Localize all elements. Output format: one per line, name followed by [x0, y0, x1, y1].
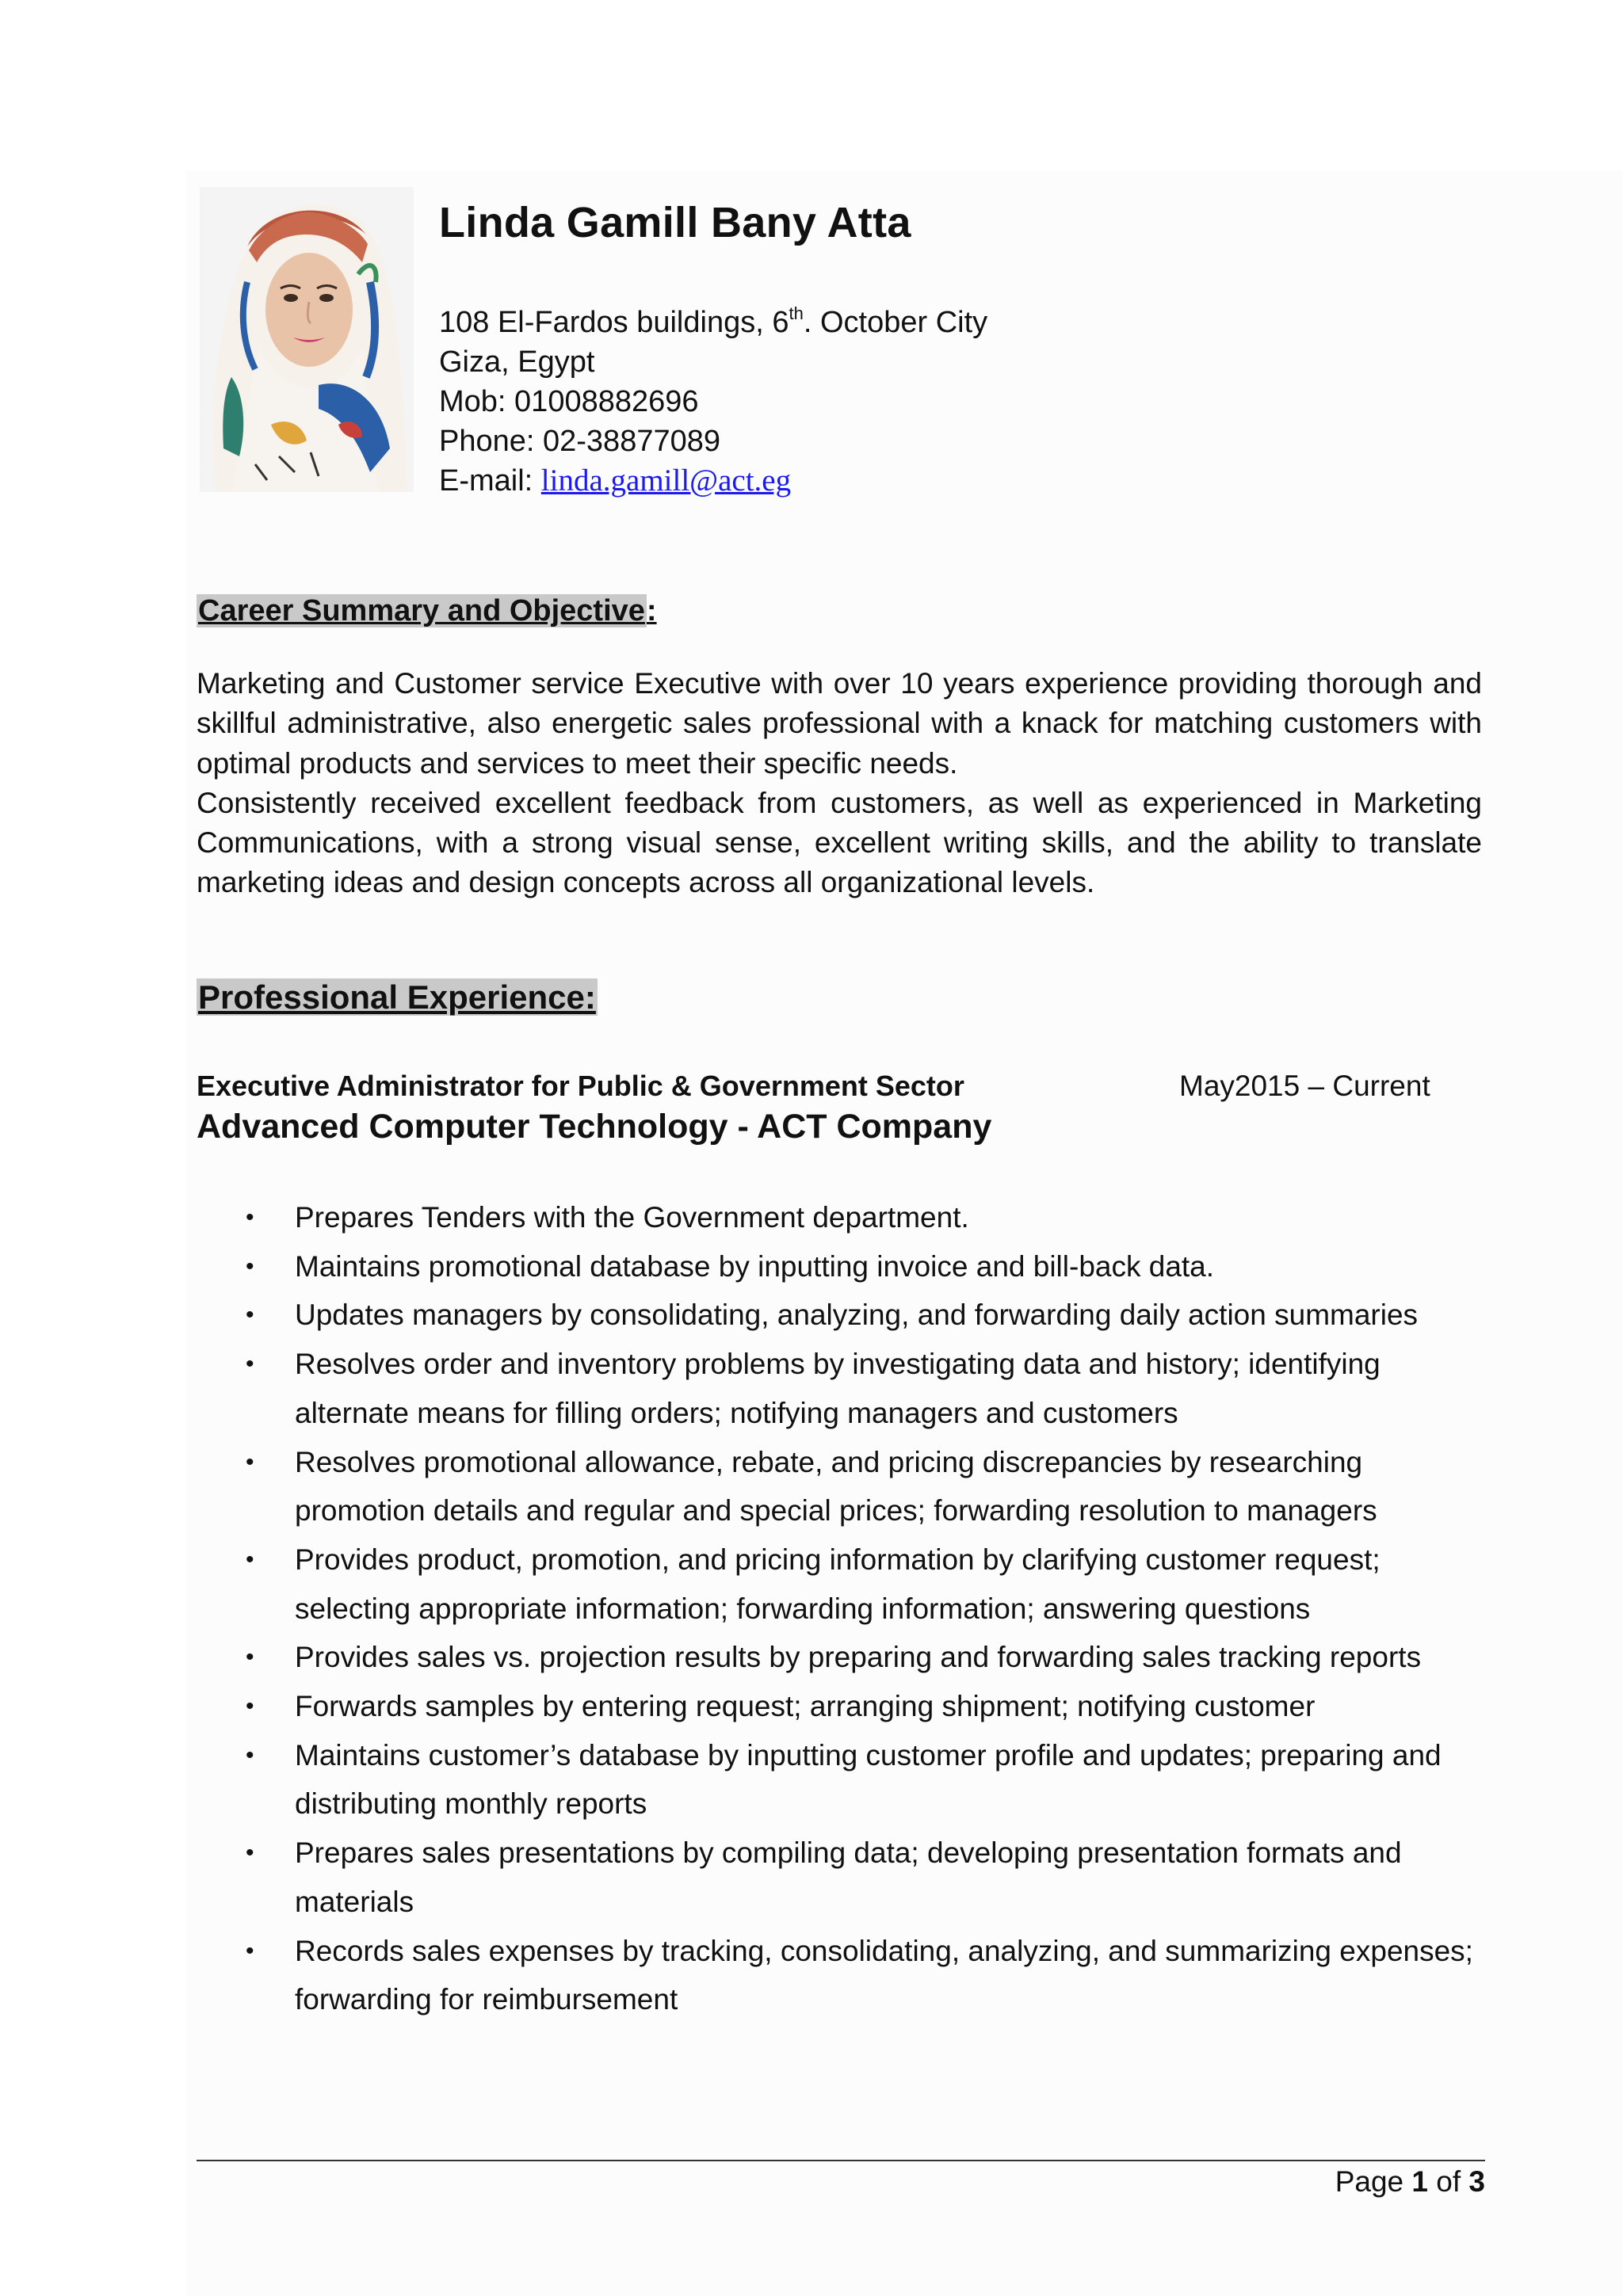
bullet-icon: •: [246, 1644, 254, 1671]
job-title: Executive Administrator for Public & Government Sector: [197, 1070, 964, 1102]
bullet-icon: •: [246, 1741, 254, 1768]
list-item: • Maintains promotional database by inputting invoice and bill-back data.: [197, 1242, 1488, 1291]
bullet-icon: •: [246, 1937, 254, 1964]
career-summary: [197, 664, 1482, 903]
mobile-line: [439, 382, 987, 421]
email-label: E-mail:: [439, 464, 541, 498]
career-summary-heading: Career Summary and Objective:: [198, 594, 657, 627]
bullet-icon: •: [246, 1204, 254, 1230]
email-link[interactable]: linda.gamill@act.eg: [540, 463, 792, 498]
mobile-label: Mob:: [439, 385, 515, 418]
bullet-icon: •: [246, 1840, 254, 1867]
current-page: 1: [1411, 2165, 1428, 2198]
list-item: • Updates managers by consolidating, analyzing, and forwarding daily action summaries: [197, 1291, 1488, 1340]
contact-block: [439, 303, 987, 501]
page-number: Page 1 of 3: [1335, 2165, 1485, 2198]
list-item: • Maintains customer’s database by inputting customer profile and updates; preparing and distributing monthly reports: [197, 1731, 1488, 1829]
list-item: • Prepares Tenders with the Government department.: [197, 1193, 1488, 1242]
address-line-1: 108 El-Fardos buildings, 6th. October City: [439, 303, 988, 339]
list-item: • Resolves order and inventory problems by investigating data and history; identifying alternate means for filling orders; notifying managers and customers: [197, 1340, 1488, 1437]
address-line-2: Giza, Egypt: [439, 345, 595, 379]
email-line: [439, 461, 987, 501]
list-item: • Prepares sales presentations by compiling data; developing presentation formats and materials: [197, 1829, 1488, 1926]
bullet-icon: •: [246, 1693, 254, 1720]
list-item: • Forwards samples by entering request; arranging shipment; notifying customer: [197, 1682, 1488, 1731]
bullet-icon: •: [246, 1302, 254, 1329]
professional-experience-heading: Professional Experience:: [198, 978, 596, 1016]
list-item: • Provides sales vs. projection results by preparing and forwarding sales tracking reports: [197, 1633, 1488, 1682]
profile-photo: [200, 187, 414, 492]
job-dates: May2015 – Current: [1179, 1070, 1430, 1102]
phone-number: 02-38877089: [543, 425, 720, 458]
phone-label: Phone:: [439, 425, 543, 458]
summary-paragraph-1: Marketing and Customer service Executive with over 10 years experience providing thorough and skillful administrative, also energetic sales professional with a knack for matching customers with optimal products and services to meet their specific needs.: [197, 667, 1482, 780]
phone-line: [439, 421, 987, 461]
ordinal-suffix: th: [789, 303, 804, 323]
company-name: Advanced Computer Technology - ACT Company: [197, 1108, 992, 1146]
list-item: • Records sales expenses by tracking, consolidating, analyzing, and summarizing expenses; forwarding for reimbursement: [197, 1927, 1488, 2024]
bullet-icon: •: [246, 1351, 254, 1378]
summary-paragraph-2: Consistently received excellent feedback from customers, as well as experienced in Marketing Communications, with a strong visual sense, excellent writing skills, and the ability to translate marketing ideas and design concepts across all organizational levels.: [197, 786, 1482, 899]
candidate-name: Linda Gamill Bany Atta: [439, 199, 911, 246]
bullet-icon: •: [246, 1546, 254, 1573]
total-pages: 3: [1468, 2165, 1485, 2198]
footer-divider: [197, 2160, 1485, 2161]
bullet-icon: •: [246, 1448, 254, 1475]
list-item: • Provides product, promotion, and pricing information by clarifying customer request; selecting appropriate information; forwarding information; answering questions: [197, 1535, 1488, 1633]
bullet-icon: •: [246, 1253, 254, 1280]
job-duties-list: [197, 1193, 1488, 2024]
mobile-number: 01008882696: [514, 385, 699, 418]
list-item: • Resolves promotional allowance, rebate, and pricing discrepancies by researching promotion details and regular and special prices; forwarding resolution to managers: [197, 1438, 1488, 1535]
